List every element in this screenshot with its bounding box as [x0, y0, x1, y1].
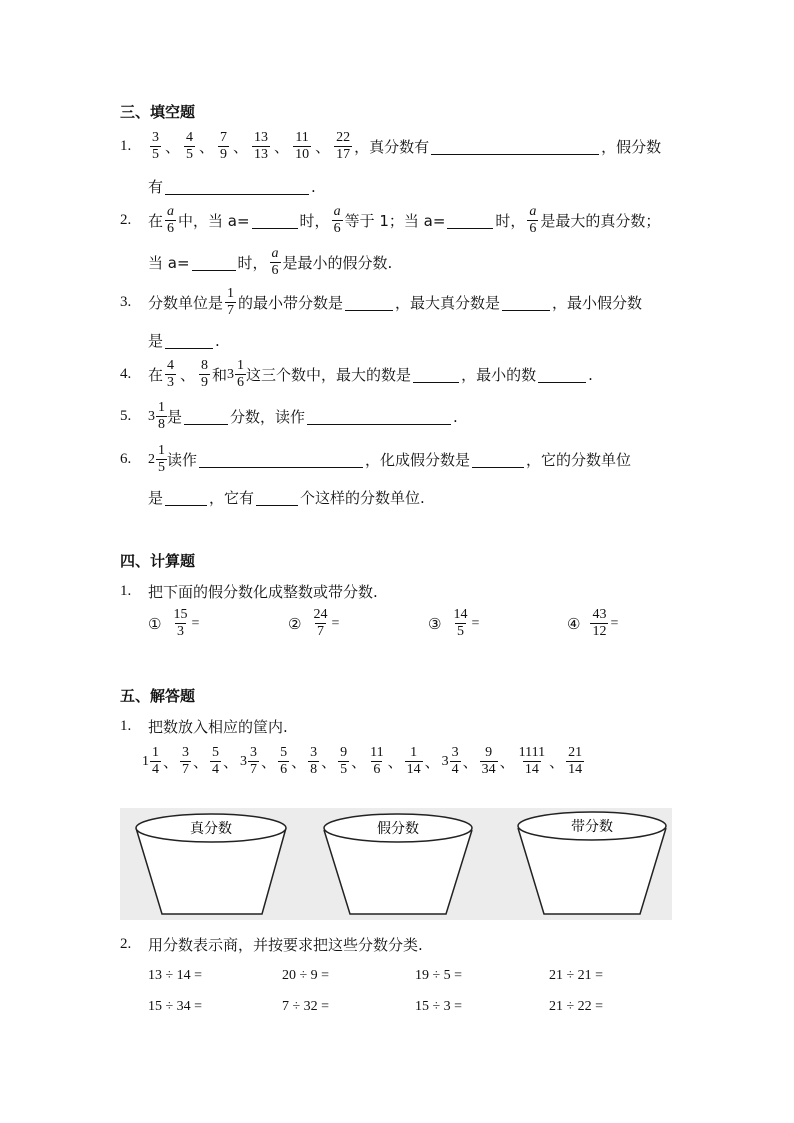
answer-blank-proper[interactable]	[431, 138, 599, 155]
separator: 、	[223, 753, 239, 771]
number-item	[210, 745, 221, 778]
number-item	[308, 745, 319, 778]
numerator: a	[529, 204, 537, 219]
denominator: 8	[158, 417, 165, 432]
answer-blank[interactable]	[472, 451, 524, 468]
whole-part: 3	[441, 753, 449, 769]
denominator: 14	[406, 762, 421, 777]
denominator: 7	[316, 624, 324, 639]
numerator: 1	[152, 745, 159, 760]
numerator: 1	[158, 400, 165, 415]
item-marker: ②	[288, 614, 302, 633]
denominator: 9	[220, 147, 228, 162]
denominator: 12	[592, 624, 607, 639]
fraction-8-9	[199, 358, 210, 391]
period: .	[215, 331, 220, 350]
numerator: 14	[453, 607, 468, 622]
period: .	[588, 365, 593, 384]
numerator: 1	[158, 443, 165, 458]
number-item	[517, 745, 547, 778]
fraction-part	[235, 358, 246, 391]
numerator: 3	[182, 745, 190, 760]
numerator: a	[271, 246, 279, 261]
item-marker: ③	[428, 614, 442, 633]
whole-part: 3	[227, 366, 235, 382]
numerator: a	[167, 204, 175, 219]
q2-text: 在	[148, 212, 164, 230]
denominator: 10	[295, 147, 310, 162]
denominator: 6	[237, 375, 245, 390]
division-item: 20 ÷ 9 =	[282, 968, 330, 983]
question-6-cont	[148, 487, 425, 508]
denominator: 5	[186, 147, 194, 162]
denominator: 5	[152, 147, 159, 162]
basket-proper[interactable]	[136, 814, 286, 914]
fraction	[278, 745, 289, 778]
solve-instruction: 用分数表示商，并按要求把这些分数分类.	[148, 936, 423, 954]
question-number: 5.	[120, 408, 132, 424]
numerator: 3	[250, 745, 258, 760]
item-marker: ④	[567, 614, 581, 633]
number-item	[142, 745, 161, 778]
fraction	[248, 745, 259, 778]
fraction	[517, 745, 547, 778]
separator: 、	[387, 753, 403, 771]
calc-item	[288, 607, 339, 640]
fraction-a-over-6	[165, 204, 176, 237]
answer-blank[interactable]	[307, 408, 451, 425]
fraction	[308, 745, 319, 778]
answer-blank[interactable]	[165, 332, 213, 349]
answer-blank[interactable]	[447, 212, 493, 229]
q1-fractions	[148, 130, 354, 163]
question-number: 3.	[120, 294, 132, 310]
answer-blank[interactable]	[252, 212, 298, 229]
q2-text: 等于 1；当 a=	[344, 212, 446, 230]
q4-text: 和	[212, 366, 228, 384]
q3-text: 的最小带分数是	[238, 294, 344, 312]
division-item: 15 ÷ 3 =	[415, 999, 463, 1014]
answer-blank[interactable]	[256, 489, 298, 506]
baskets-illustration	[120, 808, 672, 920]
question-number: 1.	[120, 583, 132, 599]
fraction	[293, 130, 311, 163]
fraction	[184, 130, 195, 163]
denominator: 7	[250, 762, 258, 777]
q2-text: 当 a=	[148, 254, 190, 272]
numerator: 22	[336, 130, 351, 145]
q4-text: 这三个数中，最大的数是	[246, 366, 412, 384]
denominator: 3	[167, 375, 175, 390]
division-item: 19 ÷ 5 =	[415, 968, 463, 983]
fraction	[180, 745, 191, 778]
numerator: 11	[295, 130, 309, 145]
numerator: a	[333, 204, 341, 219]
q1-text: 有	[148, 178, 164, 196]
denominator: 6	[333, 221, 341, 236]
denominator: 4	[212, 762, 220, 777]
calc-item	[148, 607, 199, 640]
separator: 、	[274, 138, 290, 156]
denominator: 9	[201, 375, 209, 390]
number-item	[566, 745, 584, 778]
number-item	[405, 745, 423, 778]
fraction	[450, 745, 461, 778]
numerator: 3	[451, 745, 459, 760]
division-item: 13 ÷ 14 =	[148, 968, 203, 983]
answer-blank[interactable]	[502, 294, 550, 311]
fraction	[311, 607, 329, 640]
answer-blank[interactable]	[184, 408, 228, 425]
basket-mixed[interactable]	[518, 812, 666, 914]
denominator: 8	[310, 762, 318, 777]
fraction	[150, 130, 161, 163]
division-item: 21 ÷ 22 =	[549, 999, 604, 1014]
denominator: 14	[524, 762, 539, 777]
fraction-part	[156, 443, 167, 476]
numerator: 8	[201, 358, 209, 373]
mixed-number-2-1-5	[148, 443, 167, 476]
section-title-solve: 五、解答题	[120, 687, 196, 705]
numerator: 13	[254, 130, 269, 145]
item-marker: ①	[148, 614, 162, 633]
equals-sign: =	[471, 615, 480, 631]
fraction-4-3	[165, 358, 176, 391]
equals-sign: =	[331, 615, 340, 631]
fraction-part	[156, 400, 167, 433]
denominator: 14	[568, 762, 583, 777]
fraction-a-over-6	[270, 246, 281, 279]
division-item: 7 ÷ 32 =	[282, 999, 330, 1014]
mixed-number-3-1-6	[227, 358, 246, 391]
fraction	[480, 745, 498, 778]
whole-part: 3	[148, 408, 155, 424]
number-item	[442, 745, 461, 778]
question-2-cont	[148, 246, 392, 279]
denominator: 4	[152, 762, 159, 777]
whole-part: 1	[142, 753, 149, 769]
number-item	[240, 745, 259, 778]
question-number: 2.	[120, 212, 132, 228]
basket-label-proper: 真分数	[190, 821, 232, 837]
numerator: 5	[280, 745, 288, 760]
q3-text: ，最小假分数	[552, 294, 643, 312]
q2-text: 时，	[495, 212, 526, 230]
denominator: 7	[182, 762, 190, 777]
numerator: 9	[340, 745, 348, 760]
separator: 、	[199, 138, 215, 156]
fraction	[405, 745, 423, 778]
denominator: 6	[529, 221, 537, 236]
division-item: 15 ÷ 34 =	[148, 999, 203, 1014]
denominator: 3	[176, 624, 184, 639]
fraction-a-over-6	[332, 204, 343, 237]
denominator: 17	[336, 147, 351, 162]
q4-text: 在	[148, 366, 164, 384]
numerator: 1	[227, 286, 235, 301]
separator: 、	[499, 753, 515, 771]
denominator: 6	[280, 762, 288, 777]
q6-text: ，它的分数单位	[526, 451, 632, 469]
denominator: 4	[451, 762, 459, 777]
fraction	[451, 607, 469, 640]
fraction-a-over-6	[527, 204, 538, 237]
whole-part: 3	[240, 753, 248, 769]
fraction	[338, 745, 349, 778]
answer-blank[interactable]	[199, 451, 363, 468]
q6-text: 读作	[167, 451, 198, 469]
q2-text: 时，	[237, 254, 268, 272]
numerator: 11	[370, 745, 384, 760]
q3-text: ，最大真分数是	[395, 294, 501, 312]
separator: 、	[165, 138, 181, 156]
section-title-calculation: 四、计算题	[120, 552, 196, 570]
q1-text: ，真分数有	[354, 138, 430, 156]
q2-text: 中，当 a=	[178, 212, 250, 230]
numerator: 5	[212, 745, 220, 760]
numerator: 1111	[518, 745, 546, 760]
denominator: 6	[373, 762, 381, 777]
calc-instruction: 把下面的假分数化成整数或带分数.	[148, 583, 378, 601]
separator: 、	[193, 753, 209, 771]
number-item	[180, 745, 191, 778]
fraction	[150, 745, 161, 778]
separator: 、	[163, 753, 179, 771]
separator: 、	[549, 753, 565, 771]
separator: 、	[462, 753, 478, 771]
number-item	[278, 745, 289, 778]
number-item	[480, 745, 498, 778]
calc-item	[567, 607, 618, 640]
q5-text: 是	[167, 408, 183, 426]
solve-instruction: 把数放入相应的筐内.	[148, 718, 288, 736]
denominator: 6	[167, 221, 175, 236]
separator: 、	[321, 753, 337, 771]
numerator: 3	[152, 130, 159, 145]
period: .	[453, 407, 458, 426]
q5-text: 分数，读作	[230, 408, 306, 426]
numerator: 3	[310, 745, 318, 760]
section-title-fill-in: 三、填空题	[120, 103, 196, 121]
q6-text: 个这样的分数单位.	[300, 489, 425, 507]
question-3	[120, 286, 642, 319]
answer-blank[interactable]	[192, 254, 236, 271]
number-list	[142, 745, 584, 778]
question-number: 6.	[120, 451, 132, 467]
q1-text: ，假分数	[601, 138, 662, 156]
solve-question-1	[120, 716, 288, 737]
fraction	[218, 130, 229, 163]
fraction	[334, 130, 352, 163]
calc-item	[428, 607, 479, 640]
question-5	[120, 400, 458, 433]
answer-blank[interactable]	[345, 294, 393, 311]
number-item	[338, 745, 349, 778]
denominator: 6	[271, 263, 279, 278]
whole-part: 2	[148, 451, 155, 467]
question-1	[120, 130, 661, 163]
denominator: 13	[254, 147, 269, 162]
calc-question-1	[120, 581, 378, 602]
division-item: 21 ÷ 21 =	[549, 968, 604, 983]
question-6	[120, 443, 631, 476]
numerator: 4	[186, 130, 194, 145]
number-item	[368, 745, 385, 778]
numerator: 43	[592, 607, 607, 622]
separator: 、	[351, 753, 367, 771]
q6-text: ，它有	[209, 489, 255, 507]
q2-text: 是最大的真分数；	[540, 212, 661, 230]
numerator: 7	[220, 130, 228, 145]
separator: 、	[424, 753, 440, 771]
separator: 、	[261, 753, 277, 771]
separator: 、	[291, 753, 307, 771]
separator: 、	[315, 138, 331, 156]
q3-text: 分数单位是	[148, 294, 224, 312]
answer-blank[interactable]	[165, 489, 207, 506]
question-4	[120, 358, 593, 391]
q6-text: ，化成假分数是	[365, 451, 471, 469]
solve-question-2	[120, 934, 423, 955]
fraction	[171, 607, 189, 640]
question-number: 1.	[120, 138, 132, 154]
denominator: 5	[456, 624, 464, 639]
numerator: 21	[568, 745, 583, 760]
numerator: 24	[313, 607, 328, 622]
q2-text: 时，	[299, 212, 330, 230]
q6-text: 是	[148, 489, 164, 507]
question-2	[120, 204, 660, 237]
equals-sign: =	[191, 615, 200, 631]
q4-text: ，最小的数	[461, 366, 537, 384]
question-1-cont	[148, 176, 316, 197]
equals-sign: =	[610, 615, 619, 631]
q3-text: 是	[148, 332, 164, 350]
question-3-cont	[148, 330, 220, 351]
question-number: 2.	[120, 936, 132, 952]
fraction	[210, 745, 221, 778]
answer-blank-improper[interactable]	[165, 178, 309, 195]
basket-label-mixed: 带分数	[571, 819, 613, 835]
separator: 、	[233, 138, 249, 156]
fraction	[590, 607, 608, 640]
denominator: 5	[340, 762, 348, 777]
denominator: 34	[481, 762, 496, 777]
basket-improper[interactable]	[324, 814, 472, 914]
numerator: 4	[167, 358, 175, 373]
numerator: 9	[485, 745, 493, 760]
numerator: 1	[410, 745, 418, 760]
fraction-1-7	[225, 286, 236, 319]
numerator: 1	[237, 358, 245, 373]
question-number: 4.	[120, 366, 132, 382]
fraction	[368, 745, 385, 778]
basket-label-improper: 假分数	[377, 821, 419, 837]
answer-blank[interactable]	[538, 366, 586, 383]
fraction	[252, 130, 270, 163]
numerator: 15	[173, 607, 188, 622]
q2-text: 是最小的假分数.	[282, 254, 393, 272]
period: .	[311, 177, 316, 196]
fraction	[566, 745, 584, 778]
separator: 、	[180, 366, 196, 384]
mixed-number-3-1-8	[148, 400, 167, 433]
denominator: 7	[227, 303, 235, 318]
answer-blank[interactable]	[413, 366, 459, 383]
question-number: 1.	[120, 718, 132, 734]
denominator: 5	[158, 460, 165, 475]
